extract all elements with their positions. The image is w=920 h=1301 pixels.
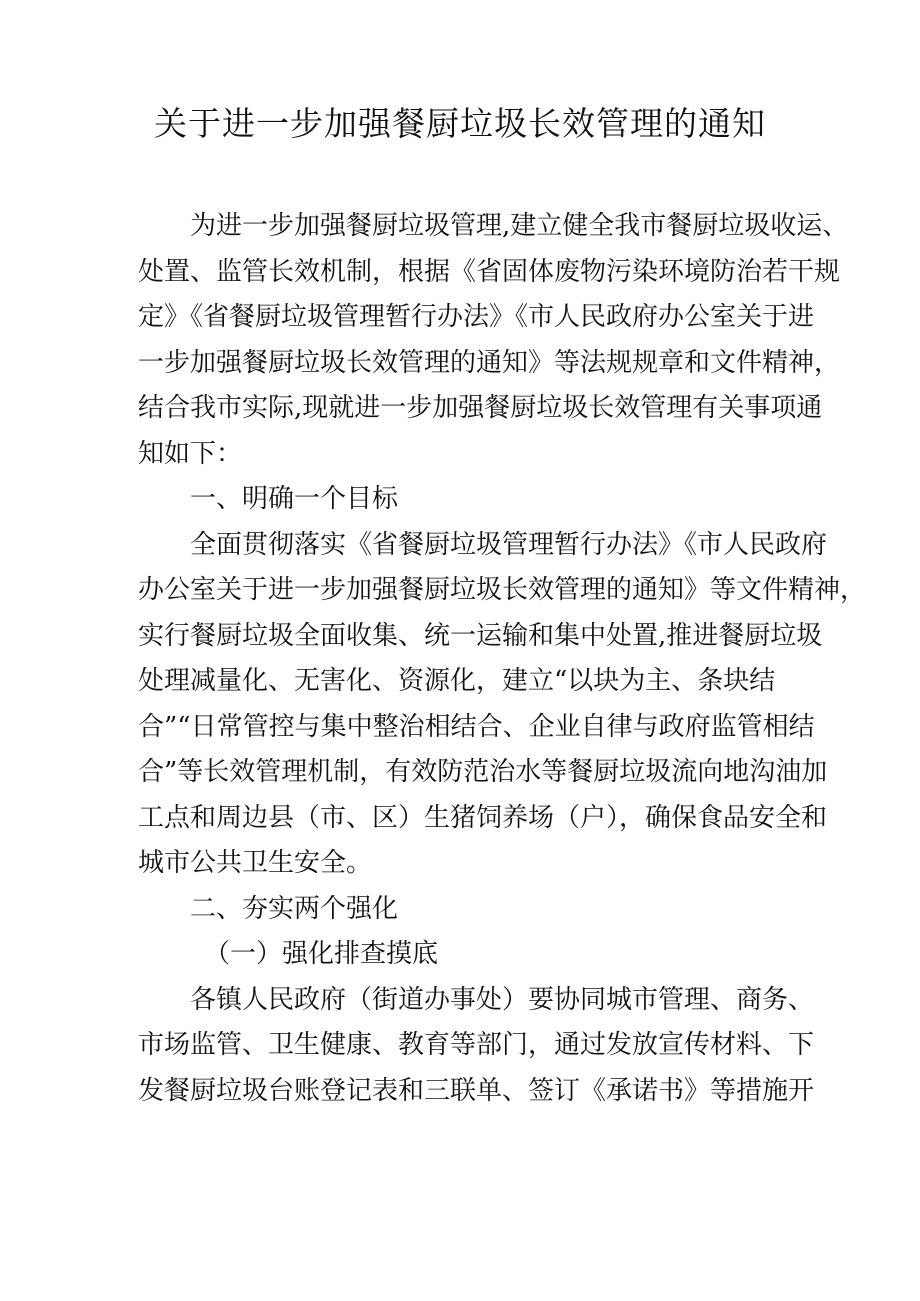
body-line: 工点和周边县（市、区）生猪饲养场（户），确保食品安全和 — [138, 802, 828, 833]
body-line: 全面贯彻落实《省餐厨垃圾管理暂行办法》《市人民政府 — [190, 529, 828, 560]
body-line: 处理减量化、无害化、资源化，建立“以块为主、条块结 — [138, 666, 776, 696]
body-line: 合”“日常管控与集中整治相结合、企业自律与政府监管相结 — [138, 711, 815, 742]
body-line: 市场监管、卫生健康、教育等部门，通过发放宣传材料、下 — [138, 1030, 815, 1060]
body-line: 一、明确一个目标 — [190, 484, 399, 514]
document-body — [138, 204, 867, 1114]
body-line: 一步加强餐厨垃圾长效管理的通知》等法规规章和文件精神， — [138, 347, 841, 378]
body-line: 结合我市实际,现就进一步加强餐厨垃圾长效管理有关事项通 — [138, 393, 823, 423]
body-line: 知如下： — [138, 438, 243, 469]
document-title: 关于进一步加强餐厨垃圾长效管理的通知 — [154, 104, 766, 143]
body-line: 合”等长效管理机制，有效防范治水等餐厨垃圾流向地沟油加 — [138, 757, 828, 787]
body-line: 发餐厨垃圾台账登记表和三联单、签订《承诺书》等措施开 — [138, 1075, 815, 1106]
body-line: 城市公共卫生安全。 — [138, 848, 373, 878]
body-line: 二、夯实两个强化 — [190, 893, 399, 924]
body-line: （一）强化排查摸底 — [204, 939, 439, 969]
body-line: 为进一步加强餐厨垃圾管理,建立健全我市餐厨垃圾收运、 — [190, 211, 849, 241]
body-line: 办公室关于进一步加强餐厨垃圾长效管理的通知》等文件精神， — [138, 575, 867, 605]
body-line: 处置、监管长效机制，根据《省固体废物污染环境防治若干规 — [138, 256, 841, 287]
body-line: 定》《省餐厨垃圾管理暂行办法》《市人民政府办公室关于进 — [138, 302, 815, 332]
body-line: 实行餐厨垃圾全面收集、统一运输和集中处置,推进餐厨垃圾 — [138, 620, 823, 651]
body-line: 各镇人民政府（街道办事处）要协同城市管理、商务、 — [190, 984, 815, 1015]
